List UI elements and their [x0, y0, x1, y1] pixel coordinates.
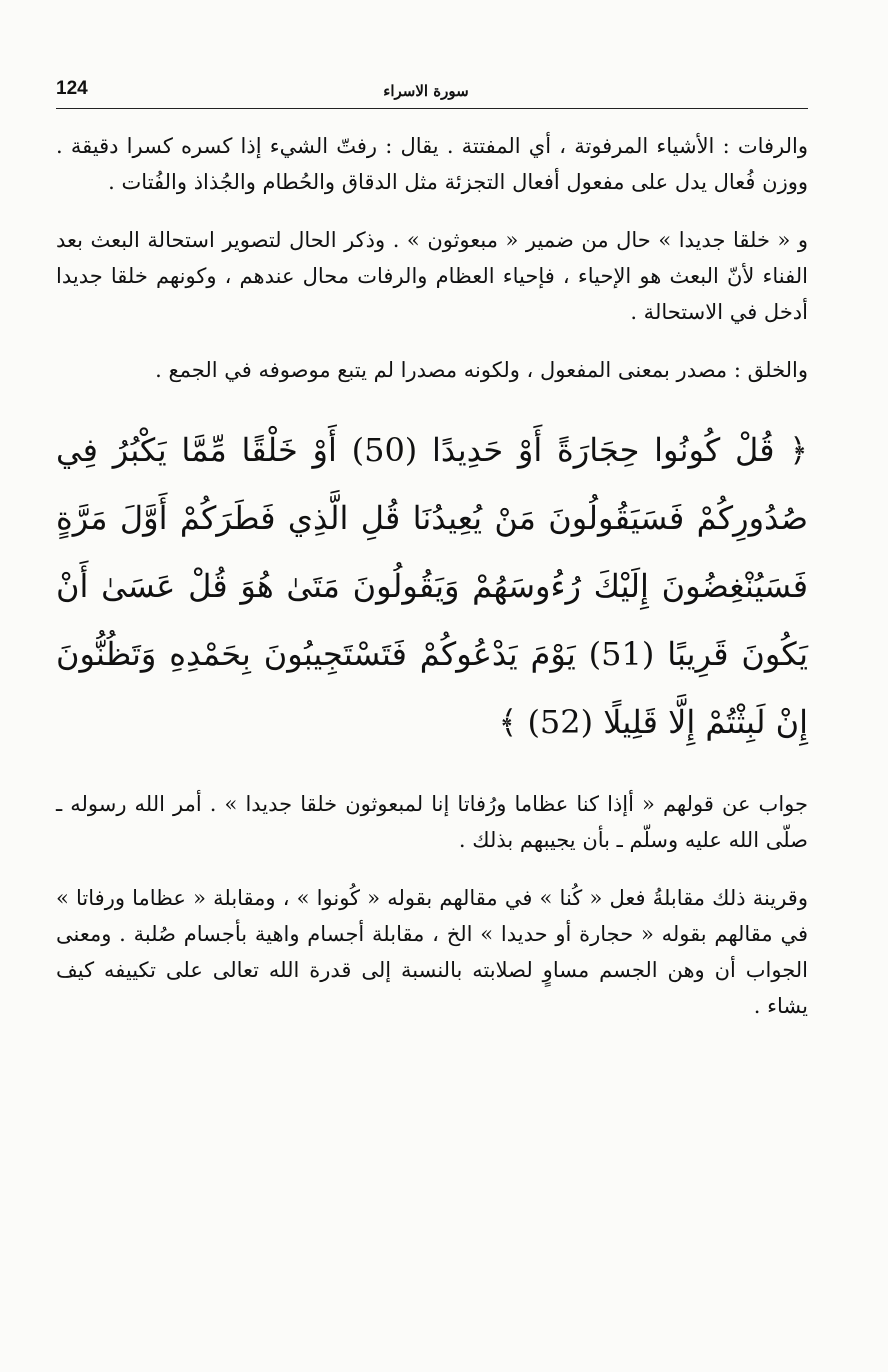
commentary-paragraph: جواب عن قولهم « أإذا كنا عظاما ورُفاتا إنا لمبعوثون خلقا جديدا » . أمر الله رسوله ـ صلّى الله عليه وسلّم ـ بأن يجيبهم بذلك . [56, 792, 808, 852]
commentary-paragraph: والرفات : الأشياء المرفوتة ، أي المفتتة . يقال : رفتّ الشيء إذا كسره كسرا دقيقة . ووزن فُعال يدل على مفعول أفعال التجزئة مثل الدقاق والحُطام والجُذاذ والفُتات . [56, 134, 808, 194]
header-divider [56, 108, 808, 109]
commentary-paragraph: و « خلقا جديدا » حال من ضمير « مبعوثون » . وذكر الحال لتصوير استحالة البعث بعد الفناء لأنّ البعث هو الإحياء ، فإحياء العظام والرفات محال عندهم ، وكونهم خلقا جديدا أدخل في الاستحالة . [56, 228, 808, 324]
surah-title: سورة الاسراء [383, 82, 469, 100]
quran-verse: ﴿ قُلْ كُونُوا حِجَارَةً أَوْ حَدِيدًا (50) أَوْ خَلْقًا مِّمَّا يَكْبُرُ فِي صُدُورِكُمْ فَسَيَقُولُونَ مَنْ يُعِيدُنَا قُلِ الَّذِي فَطَرَكُمْ أَوَّلَ مَرَّةٍ فَسَيُنْغِضُونَ إِلَيْكَ رُءُوسَهُمْ وَيَقُولُونَ مَتَىٰ هُوَ قُلْ عَسَىٰ أَنْ يَكُونَ قَرِيبًا (51) يَوْمَ يَدْعُوكُمْ فَتَسْتَجِيبُونَ بِحَمْدِهِ وَتَظُنُّونَ إِنْ لَبِثْتُمْ إِلَّا قَلِيلًا (52) ﴾ [56, 431, 809, 741]
page-body [56, 128, 808, 1046]
commentary-paragraph: وقرينة ذلك مقابلةُ فعل « كُنا » في مقالهم بقوله « كُونوا » ، ومقابلة « عظاما ورفاتا » في مقالهم بقوله « حجارة أو حديدا » الخ ، مقابلة أجسام واهية بأجسام صُلبة . ومعنى الجواب أن وهن الجسم مساوٍ لصلابته بالنسبة إلى قدرة الله تعالى على تكييفه كيف يشاء . [56, 886, 808, 1018]
commentary-paragraph: والخلق : مصدر بمعنى المفعول ، ولكونه مصدرا لم يتبع موصوفه في الجمع . [155, 358, 808, 382]
page-header [56, 74, 808, 110]
page-number: 124 [56, 78, 88, 99]
